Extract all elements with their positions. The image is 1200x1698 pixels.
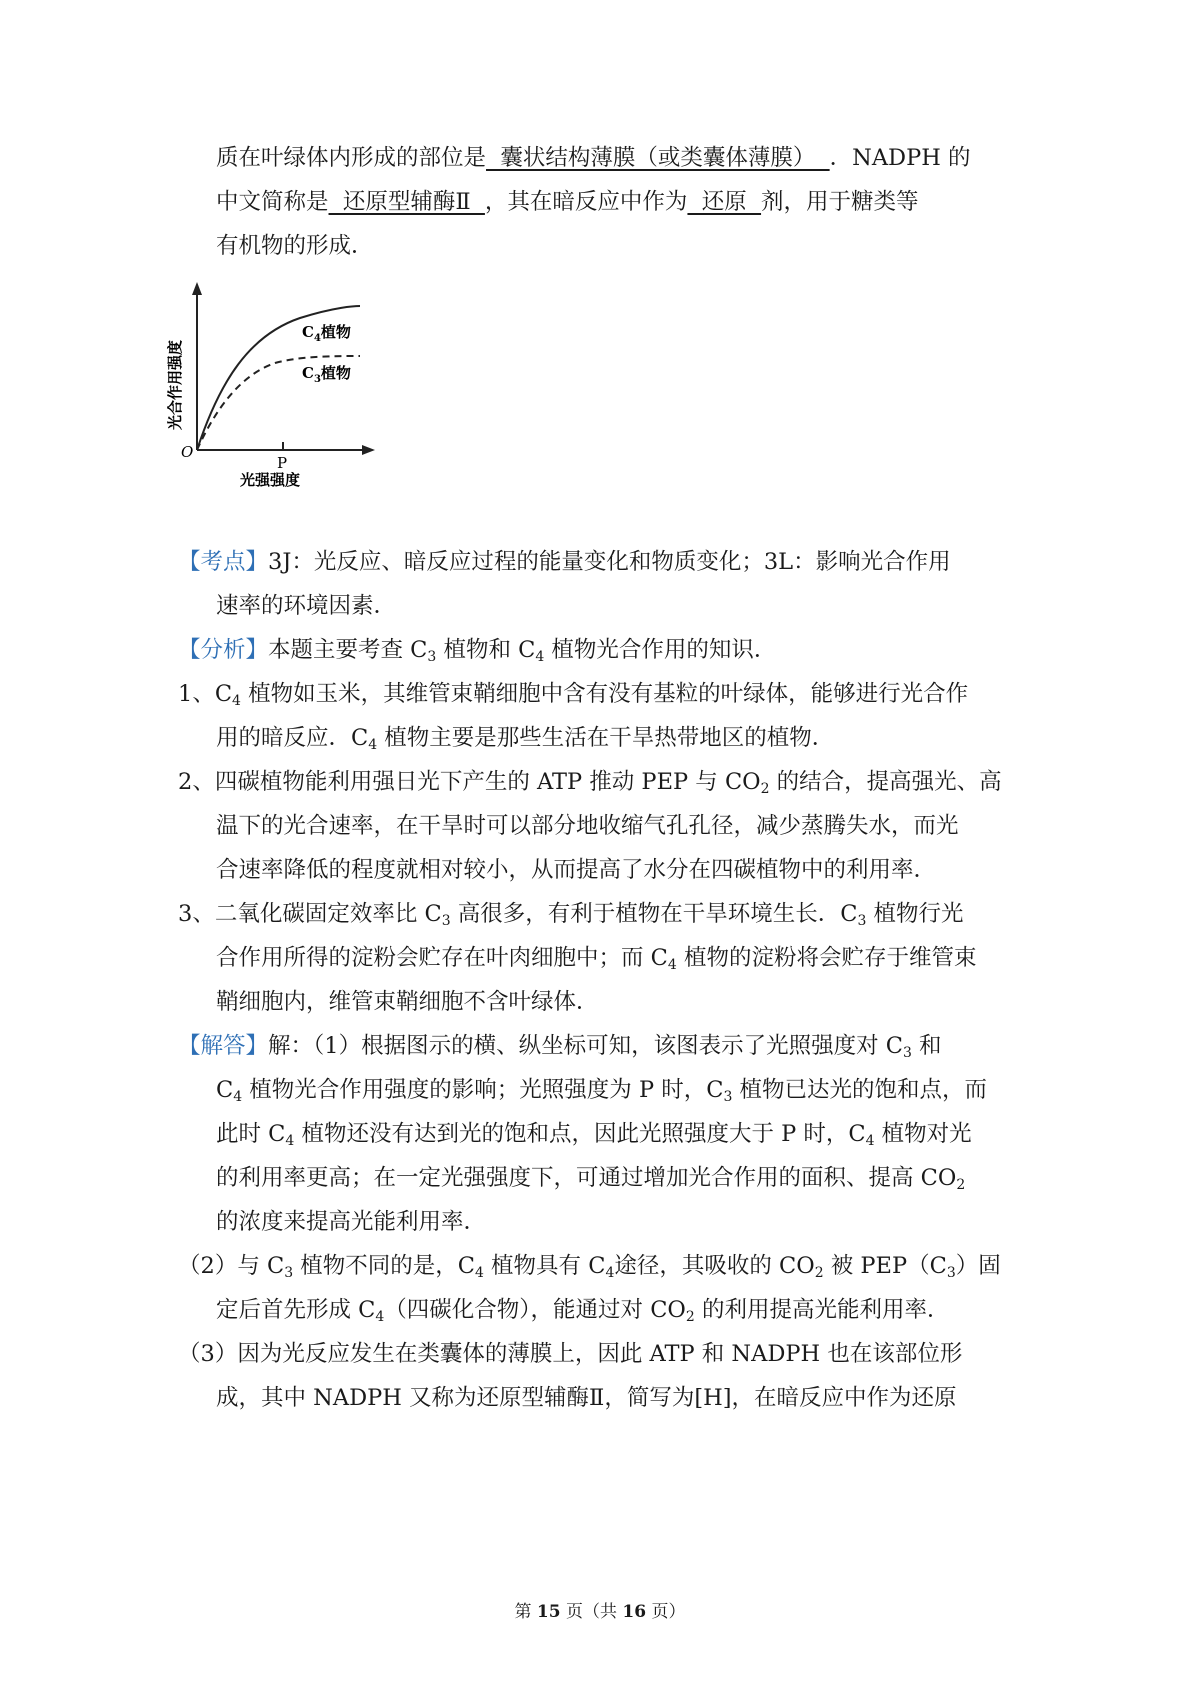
origin-label: O: [181, 443, 194, 461]
c3-label: $C_3$植物: [302, 364, 351, 385]
jieda-q3-line-2: 成，其中 NADPH 又称为还原型辅酶Ⅱ，简写为[H]，在暗反应中作为还原: [216, 1385, 957, 1411]
text: 有机物的形成．: [216, 233, 374, 259]
x-axis-arrow: [362, 445, 375, 455]
text: ，其在暗反应中作为: [484, 189, 688, 215]
page-footer: 第 15 页（共 16 页）: [514, 1602, 686, 1622]
jieda-line-4: 的利用率更高；在一定光强强度下，可通过增加光合作用的面积、提高 $CO_2$: [216, 1165, 966, 1193]
text: 剂，用于糖类等: [761, 189, 919, 215]
c4-label: $C_4$植物: [302, 323, 351, 344]
fenxi-p3-line-1: 3、二氧化碳固定效率比 $C_3$ 高很多，有利于植物在干旱环境生长．$C_3$ 植物行光: [178, 901, 964, 929]
intro-line-3: [216, 230, 374, 262]
fenxi-p2-line-2: 温下的光合速率，在干旱时可以部分地收缩气孔孔径，减少蒸腾失水，而光: [216, 813, 959, 839]
text: 中文简称是: [216, 189, 329, 215]
text: 质在叶绿体内形成的部位是: [216, 145, 487, 171]
fenxi-p1-line-1: 1、$C_4$ 植物如玉米，其维管束鞘细胞中含有没有基粒的叶绿体，能够进行光合作: [178, 681, 969, 709]
fenxi-p2-line-3: 合速率降低的程度就相对较小，从而提高了水分在四碳植物中的利用率．: [216, 857, 937, 883]
intro-line-2: [216, 186, 919, 218]
intro-line-1: [216, 142, 971, 174]
jieda-q2-line-2: 定后首先形成 $C_4$（四碳化合物），能通过对 $CO_2$ 的利用提高光能利用率．: [216, 1297, 950, 1325]
text: 速率的环境因素．: [216, 593, 397, 619]
photosynthesis-figure: [160, 270, 420, 500]
jieda-q2-line-1: （2）与 $C_3$ 植物不同的是，$C_4$ 植物具有 $C_4$途径，其吸收的 $CO_2$ 被 $PEP(C_3)$固: [178, 1253, 1001, 1281]
text: ．NADPH 的: [829, 145, 971, 171]
answer-blank: 还原型辅酶Ⅱ: [328, 189, 485, 215]
jieda-line-3: 此时 $C_4$ 植物还没有达到光的饱和点，因此光照强度大于 P 时，$C_4$ 植物对光: [216, 1121, 972, 1149]
fenxi-p3-line-2: 合作用所得的淀粉会贮存在叶肉细胞中；而 $C_4$ 植物的淀粉将会贮存于维管束: [216, 945, 977, 973]
jieda-q3-line-1: （3）因为光反应发生在类囊体的薄膜上，因此 ATP 和 NADPH 也在该部位形: [178, 1341, 963, 1367]
jieda-line-1: 【解答】解：（1）根据图示的横、纵坐标可知，该图表示了光照强度对 $C_3$ 和: [178, 1033, 942, 1061]
jieda-tag: 【解答】: [178, 1033, 269, 1059]
page-number: 15: [536, 1602, 561, 1622]
page-total: 16: [622, 1602, 647, 1622]
y-axis-arrow: [192, 282, 202, 295]
kaodian-tag: 【考点】: [178, 549, 269, 575]
x-axis-label: 光强强度: [240, 471, 301, 489]
fenxi-line-1: 【分析】本题主要考查 $C_3$ 植物和 $C_4$ 植物光合作用的知识．: [178, 637, 777, 665]
fenxi-tag: 【分析】: [178, 637, 269, 663]
fenxi-p1-line-2: 用的暗反应．$C_4$ 植物主要是那些生活在干旱热带地区的植物．: [216, 725, 835, 753]
jieda-line-2: $C_4$ 植物光合作用强度的影响；光照强度为 P 时，$C_3$ 植物已达光的饱和点，而: [216, 1077, 988, 1105]
fenxi-p3-line-3: 鞘细胞内，维管束鞘细胞不含叶绿体．: [216, 989, 599, 1015]
text: 3J：光反应、暗反应过程的能量变化和物质变化；3L：影响光合作用: [268, 549, 951, 575]
answer-blank: 还原: [687, 189, 762, 215]
jieda-line-5: 的浓度来提高光能利用率．: [216, 1209, 487, 1235]
p-label: P: [277, 454, 288, 472]
fenxi-p2-line-1: 2、四碳植物能利用强日光下产生的 ATP 推动 PEP 与 $CO_2$ 的结合，提高强光、高: [178, 769, 1002, 797]
kaodian-line-1: [178, 546, 951, 578]
answer-blank: 囊状结构薄膜（或类囊体薄膜）: [486, 145, 830, 171]
kaodian-line-2: [216, 590, 396, 622]
y-axis-label: 光合作用强度: [166, 339, 184, 430]
